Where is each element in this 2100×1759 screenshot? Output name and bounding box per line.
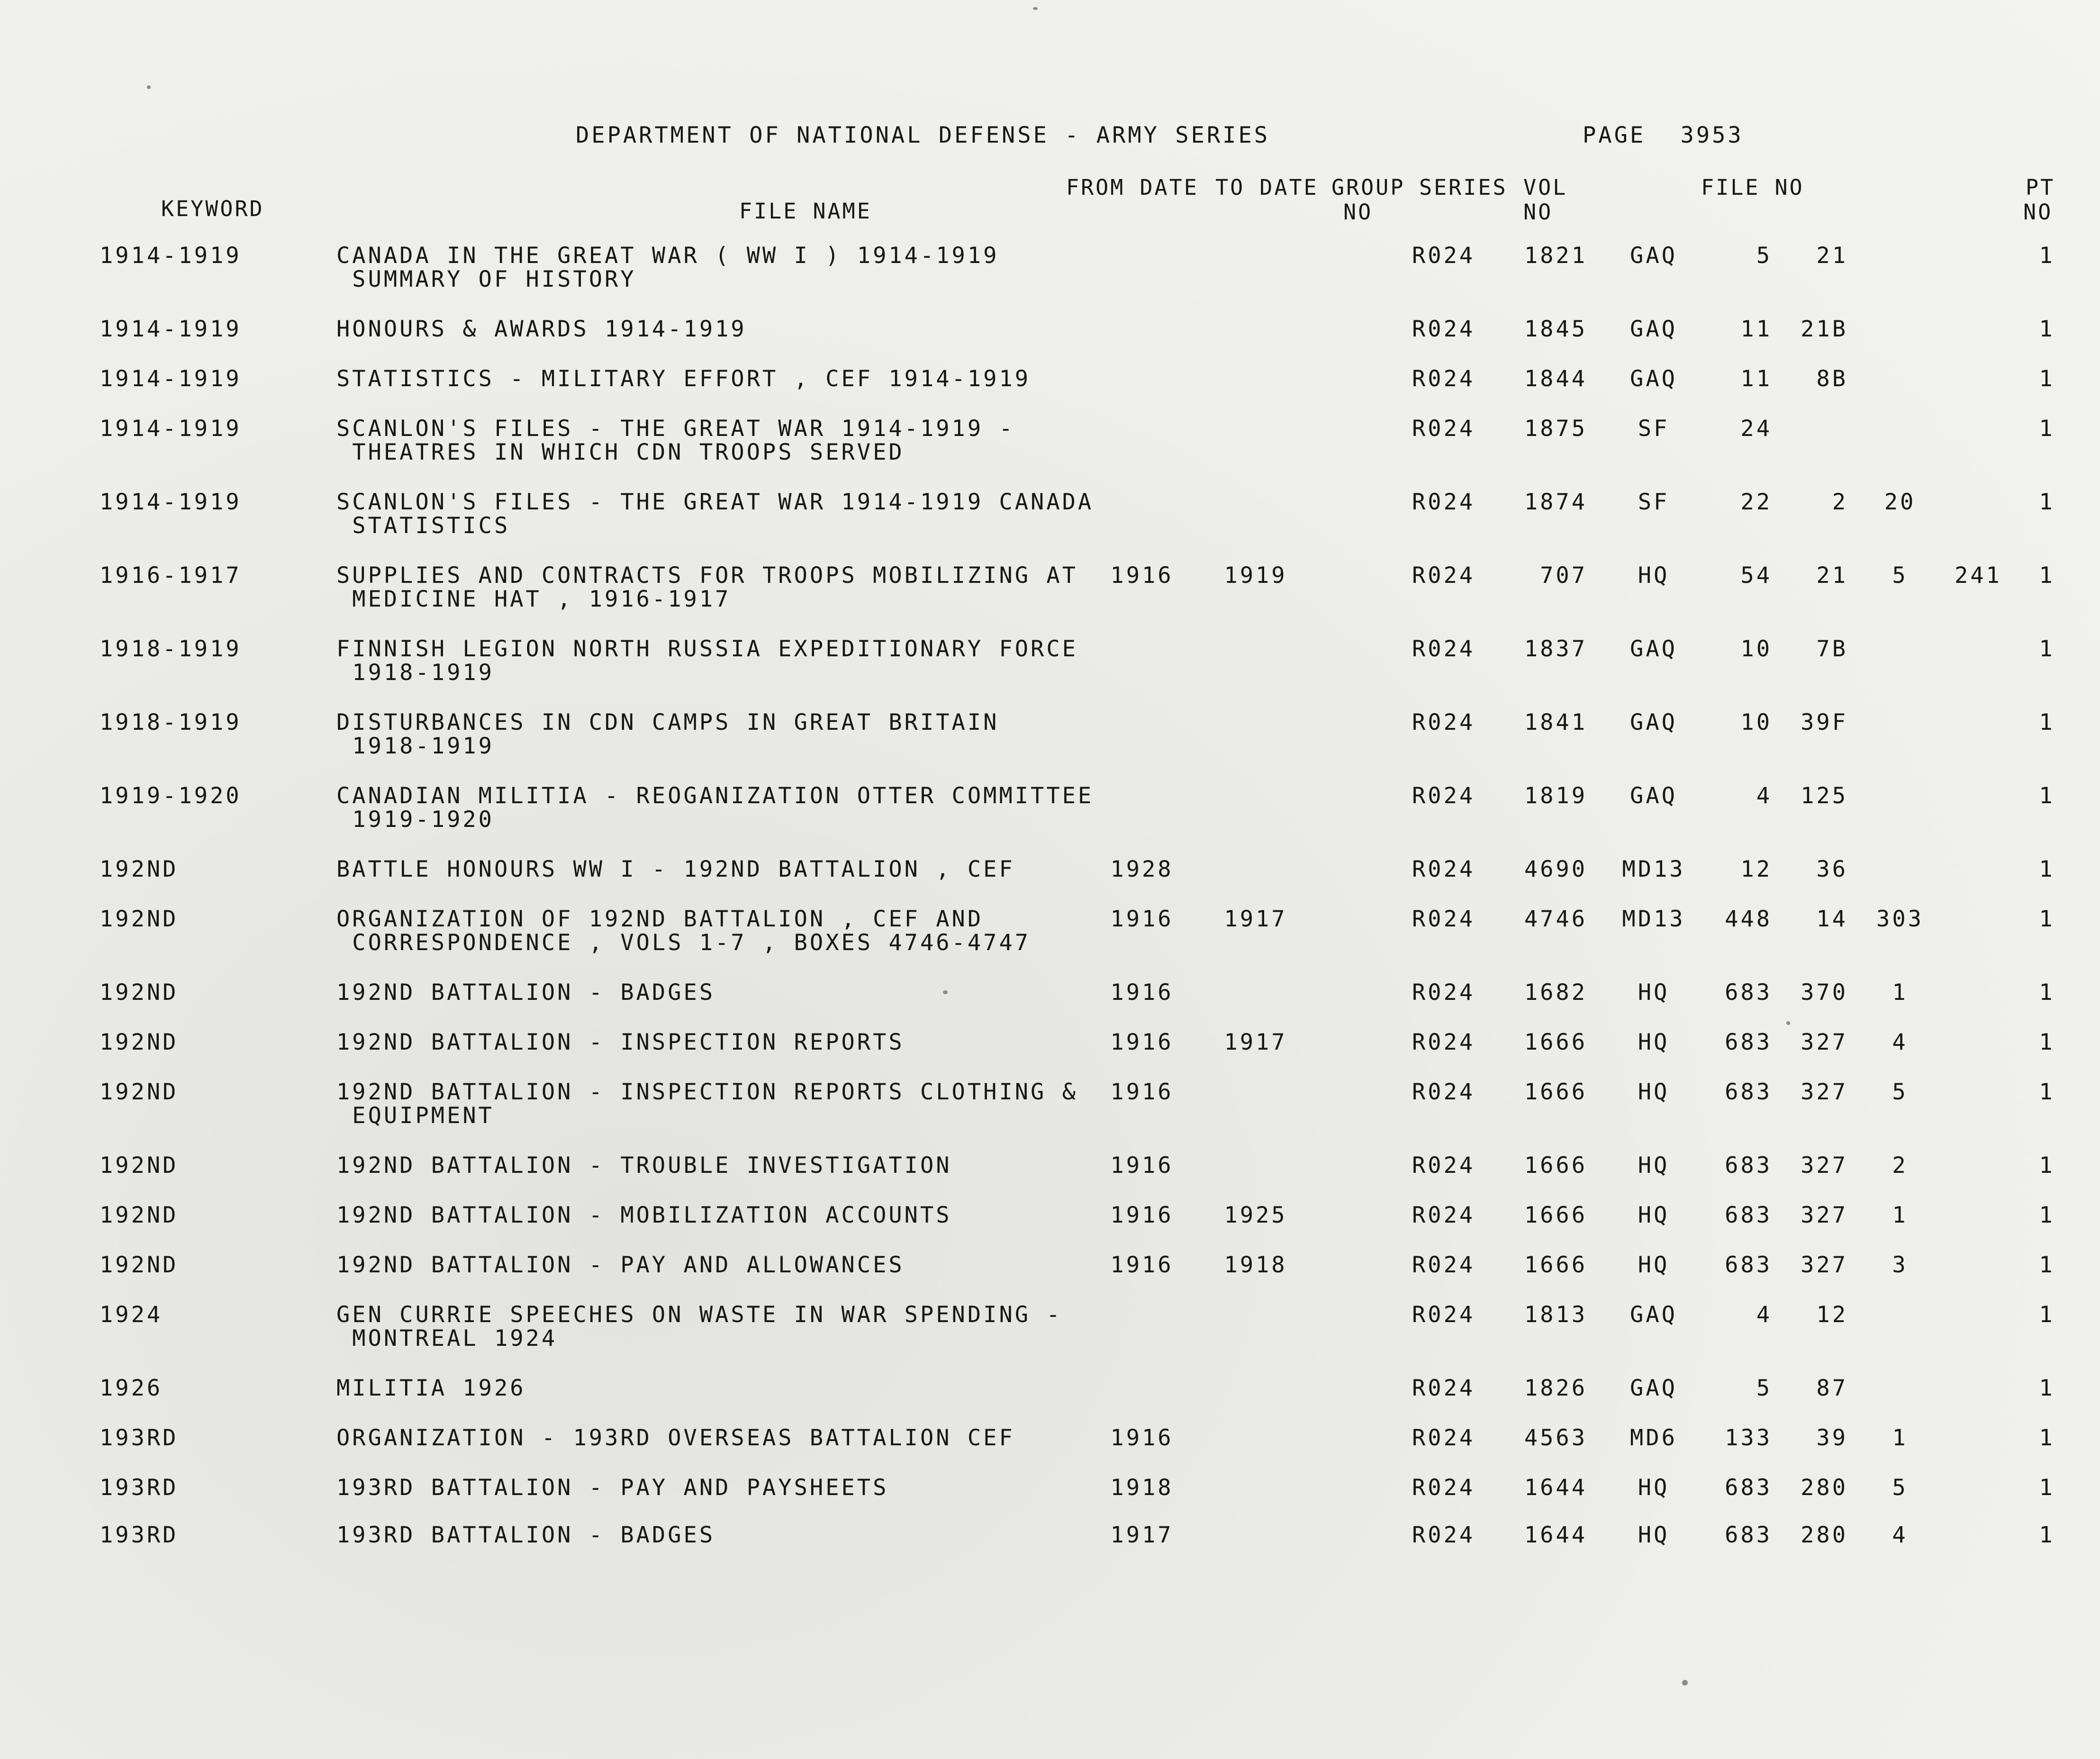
row-file-no-part2: 683 <box>1725 1079 1772 1105</box>
row-file-name-line1: CANADIAN MILITIA - REOGANIZATION OTTER COMMITTEE <box>336 783 1094 809</box>
row-file-name-line2: MEDICINE HAT , 1916-1917 <box>336 586 731 612</box>
row-file-name-line2: MONTREAL 1924 <box>336 1325 558 1351</box>
row-file-name <box>336 1377 526 1400</box>
row-series: R024 <box>1412 1302 1475 1328</box>
row-part-no: 1 <box>2039 1522 2055 1548</box>
row-keyword: 1914-1919 <box>100 489 242 515</box>
row-file-no-part1: HQ <box>1638 1079 1670 1105</box>
scan-speck <box>1682 1680 1688 1686</box>
row-file-no-part2: 5 <box>1756 243 1772 269</box>
row-file-no-part4: 4 <box>1892 1029 1908 1055</box>
row-part-no: 1 <box>2039 1152 2055 1179</box>
row-file-no-part3: 327 <box>1801 1202 1848 1228</box>
header-pt-no: NO <box>2023 199 2053 225</box>
scan-speck <box>1786 1021 1790 1025</box>
row-file-no-part2: 12 <box>1740 856 1772 882</box>
row-series: R024 <box>1412 1079 1475 1105</box>
row-file-name-line2: EQUIPMENT <box>336 1103 494 1129</box>
row-part-no: 1 <box>2039 1425 2055 1451</box>
row-volume-no: 1666 <box>1524 1029 1587 1055</box>
row-keyword: 1914-1919 <box>100 416 242 442</box>
row-volume-no: 1874 <box>1524 489 1587 515</box>
row-part-no: 1 <box>2039 562 2055 589</box>
row-series: R024 <box>1412 906 1475 932</box>
row-file-name <box>336 711 999 758</box>
row-keyword: 1926 <box>100 1375 163 1401</box>
row-file-no-part3: 14 <box>1816 906 1848 932</box>
row-file-no-part3: 12 <box>1816 1302 1848 1328</box>
row-part-no: 1 <box>2039 1202 2055 1228</box>
row-keyword: 192ND <box>100 1252 179 1278</box>
row-part-no: 1 <box>2039 1375 2055 1401</box>
row-file-no-part1: GAQ <box>1630 316 1677 342</box>
row-file-name-line1: SUPPLIES AND CONTRACTS FOR TROOPS MOBILIZING AT <box>336 562 1078 589</box>
row-keyword: 1916-1917 <box>100 562 242 589</box>
row-file-no-part2: 683 <box>1725 1252 1772 1278</box>
row-to-date: 1917 <box>1224 906 1287 932</box>
row-file-no-part1: HQ <box>1638 1202 1670 1228</box>
row-file-no-part1: GAQ <box>1630 366 1677 392</box>
row-series: R024 <box>1412 243 1475 269</box>
row-part-no: 1 <box>2039 489 2055 515</box>
row-file-name-line1: GEN CURRIE SPEECHES ON WASTE IN WAR SPENDING - <box>336 1302 1062 1328</box>
row-file-no-part3: 39 <box>1816 1425 1848 1451</box>
row-file-name-line1: 192ND BATTALION - INSPECTION REPORTS CLOTHING & <box>336 1079 1078 1105</box>
row-file-no-part3: 39F <box>1801 709 1848 735</box>
row-volume-no: 1666 <box>1524 1152 1587 1179</box>
row-file-name <box>336 244 999 291</box>
header-vol-no: NO <box>1523 199 1553 225</box>
row-file-no-part2: 683 <box>1725 1202 1772 1228</box>
scan-speck <box>1033 7 1038 10</box>
row-file-name-line2: STATISTICS <box>336 513 510 539</box>
row-from-date: 1916 <box>1110 562 1174 589</box>
header-group-no: NO <box>1343 199 1373 225</box>
row-part-no: 1 <box>2039 783 2055 809</box>
row-file-no-part3: 2 <box>1832 489 1848 515</box>
row-file-no-part4: 5 <box>1892 562 1908 589</box>
row-file-no-part3: 327 <box>1801 1152 1848 1179</box>
row-file-no-part2: 54 <box>1740 562 1772 589</box>
row-file-no-part4: 4 <box>1892 1522 1908 1548</box>
row-file-name <box>336 1476 888 1500</box>
row-volume-no: 1821 <box>1524 243 1587 269</box>
row-part-no: 1 <box>2039 1302 2055 1328</box>
header-to-date: TO DATE <box>1215 175 1319 200</box>
header-pt: PT <box>2026 175 2055 200</box>
row-file-name-line1: ORGANIZATION OF 192ND BATTALION , CEF AND <box>336 906 984 932</box>
row-file-no-part4: 3 <box>1892 1252 1908 1278</box>
row-volume-no: 1875 <box>1524 416 1587 442</box>
row-keyword: 192ND <box>100 979 179 1006</box>
row-series: R024 <box>1412 783 1475 809</box>
row-volume-no: 1644 <box>1524 1522 1587 1548</box>
row-series: R024 <box>1412 709 1475 735</box>
row-file-no-part1: SF <box>1638 489 1670 515</box>
row-volume-no: 1644 <box>1524 1475 1587 1501</box>
row-file-no-part1: GAQ <box>1630 1375 1677 1401</box>
row-file-no-part4: 2 <box>1892 1152 1908 1179</box>
row-volume-no: 1666 <box>1524 1202 1587 1228</box>
row-volume-no: 1666 <box>1524 1079 1587 1105</box>
row-file-no-part3: 21 <box>1816 243 1848 269</box>
row-to-date: 1925 <box>1224 1202 1287 1228</box>
row-volume-no: 1666 <box>1524 1252 1587 1278</box>
row-file-no-part2: 24 <box>1740 416 1772 442</box>
header-series: SERIES <box>1419 175 1508 200</box>
row-file-name-line1: FINNISH LEGION NORTH RUSSIA EXPEDITIONARY FORCE <box>336 636 1078 662</box>
row-volume-no: 4746 <box>1524 906 1587 932</box>
page-label: PAGE <box>1583 122 1646 148</box>
row-file-no-part1: HQ <box>1638 1252 1670 1278</box>
row-file-name-line2: 1919-1920 <box>336 807 494 833</box>
row-file-no-part5: 241 <box>1955 562 2002 589</box>
row-part-no: 1 <box>2039 366 2055 392</box>
row-keyword: 192ND <box>100 1079 179 1105</box>
row-to-date: 1917 <box>1224 1029 1287 1055</box>
row-file-name-line1: HONOURS & AWARDS 1914-1919 <box>336 316 747 342</box>
row-file-name-line1: 192ND BATTALION - MOBILIZATION ACCOUNTS <box>336 1202 952 1228</box>
row-series: R024 <box>1412 366 1475 392</box>
row-from-date: 1916 <box>1110 1202 1174 1228</box>
row-keyword: 193RD <box>100 1425 179 1451</box>
row-file-no-part1: MD13 <box>1622 906 1685 932</box>
row-volume-no: 4563 <box>1524 1425 1587 1451</box>
header-keyword: KEYWORD <box>161 196 264 221</box>
row-series: R024 <box>1412 1152 1475 1179</box>
row-file-no-part2: 683 <box>1725 1522 1772 1548</box>
table-row <box>0 1303 2100 1374</box>
row-series: R024 <box>1412 489 1475 515</box>
row-file-no-part2: 11 <box>1740 316 1772 342</box>
row-volume-no: 707 <box>1540 562 1587 589</box>
row-file-no-part2: 448 <box>1725 906 1772 932</box>
row-file-name-line1: 193RD BATTALION - BADGES <box>336 1522 715 1548</box>
table-row <box>0 490 2100 562</box>
row-file-no-part3: 36 <box>1816 856 1848 882</box>
row-file-name <box>336 564 1078 611</box>
row-part-no: 1 <box>2039 1079 2055 1105</box>
row-file-no-part2: 22 <box>1740 489 1772 515</box>
row-series: R024 <box>1412 856 1475 882</box>
row-file-name <box>336 367 1031 391</box>
row-file-name-line1: SCANLON'S FILES - THE GREAT WAR 1914-1919 CANADA <box>336 489 1094 515</box>
row-volume-no: 4690 <box>1524 856 1587 882</box>
row-series: R024 <box>1412 1202 1475 1228</box>
row-file-name-line2: 1918-1919 <box>336 733 494 759</box>
row-file-name-line2: THEATRES IN WHICH CDN TROOPS SERVED <box>336 439 905 465</box>
row-series: R024 <box>1412 1522 1475 1548</box>
page-number-label <box>1583 122 1744 148</box>
row-file-name <box>336 981 715 1005</box>
row-file-no-part2: 683 <box>1725 1029 1772 1055</box>
row-keyword: 192ND <box>100 856 179 882</box>
row-series: R024 <box>1412 636 1475 662</box>
row-from-date: 1916 <box>1110 1029 1174 1055</box>
row-file-name <box>336 637 1078 685</box>
row-file-name-line2: CORRESPONDENCE , VOLS 1-7 , BOXES 4746-4747 <box>336 930 1031 956</box>
scan-speck <box>943 990 948 994</box>
header-group: GROUP <box>1331 175 1405 200</box>
page-number: 3953 <box>1680 122 1744 148</box>
row-file-name <box>336 907 1031 955</box>
row-series: R024 <box>1412 1029 1475 1055</box>
row-volume-no: 1826 <box>1524 1375 1587 1401</box>
row-file-no-part4: 20 <box>1884 489 1916 515</box>
row-part-no: 1 <box>2039 1252 2055 1278</box>
row-keyword: 192ND <box>100 1152 179 1179</box>
row-part-no: 1 <box>2039 316 2055 342</box>
row-file-no-part3: 327 <box>1801 1252 1848 1278</box>
row-part-no: 1 <box>2039 1475 2055 1501</box>
row-file-no-part1: HQ <box>1638 1475 1670 1501</box>
row-file-no-part3: 370 <box>1801 979 1848 1006</box>
header-from-date: FROM DATE <box>1066 175 1199 200</box>
row-keyword: 1914-1919 <box>100 366 242 392</box>
row-keyword: 1914-1919 <box>100 243 242 269</box>
row-file-name <box>336 1523 715 1547</box>
row-file-no-part3: 8B <box>1816 366 1848 392</box>
row-volume-no: 1819 <box>1524 783 1587 809</box>
row-file-no-part1: MD6 <box>1630 1425 1677 1451</box>
row-from-date: 1928 <box>1110 856 1174 882</box>
row-volume-no: 1841 <box>1524 709 1587 735</box>
row-from-date: 1916 <box>1110 906 1174 932</box>
row-file-no-part1: HQ <box>1638 1522 1670 1548</box>
row-keyword: 1924 <box>100 1302 163 1328</box>
row-file-no-part3: 21B <box>1801 316 1848 342</box>
row-series: R024 <box>1412 1252 1475 1278</box>
row-file-no-part4: 1 <box>1892 979 1908 1006</box>
row-from-date: 1916 <box>1110 1079 1174 1105</box>
row-part-no: 1 <box>2039 906 2055 932</box>
row-file-no-part1: SF <box>1638 416 1670 442</box>
row-file-no-part1: GAQ <box>1630 783 1677 809</box>
table-row <box>0 1080 2100 1152</box>
row-series: R024 <box>1412 979 1475 1006</box>
row-file-name-line1: 192ND BATTALION - INSPECTION REPORTS <box>336 1029 905 1055</box>
row-file-name <box>336 858 1015 881</box>
table-row <box>0 417 2100 488</box>
table-row <box>0 637 2100 708</box>
row-file-no-part4: 303 <box>1876 906 1924 932</box>
table-row <box>0 564 2100 635</box>
row-from-date: 1917 <box>1110 1522 1174 1548</box>
row-file-no-part1: GAQ <box>1630 1302 1677 1328</box>
row-file-no-part3: 327 <box>1801 1079 1848 1105</box>
table-row <box>0 244 2100 315</box>
row-file-no-part1: HQ <box>1638 979 1670 1006</box>
row-from-date: 1916 <box>1110 979 1174 1006</box>
row-file-no-part2: 10 <box>1740 636 1772 662</box>
header-vol: VOL <box>1523 175 1568 200</box>
row-file-name-line1: 192ND BATTALION - PAY AND ALLOWANCES <box>336 1252 905 1278</box>
row-file-name-line1: BATTLE HONOURS WW I - 192ND BATTALION , CEF <box>336 856 1015 882</box>
row-file-name-line1: 192ND BATTALION - TROUBLE INVESTIGATION <box>336 1152 952 1179</box>
row-file-no-part2: 683 <box>1725 1152 1772 1179</box>
row-file-name <box>336 1204 952 1227</box>
row-keyword: 1919-1920 <box>100 783 242 809</box>
row-file-no-part3: 21 <box>1816 562 1848 589</box>
row-part-no: 1 <box>2039 709 2055 735</box>
row-file-name-line1: MILITIA 1926 <box>336 1375 526 1401</box>
row-file-no-part1: MD13 <box>1622 856 1685 882</box>
row-file-no-part2: 5 <box>1756 1375 1772 1401</box>
row-volume-no: 1682 <box>1524 979 1587 1006</box>
row-file-name <box>336 1031 905 1054</box>
row-file-no-part3: 327 <box>1801 1029 1848 1055</box>
row-file-no-part2: 683 <box>1725 1475 1772 1501</box>
row-file-no-part3: 280 <box>1801 1475 1848 1501</box>
row-volume-no: 1844 <box>1524 366 1587 392</box>
row-file-no-part2: 11 <box>1740 366 1772 392</box>
row-part-no: 1 <box>2039 979 2055 1006</box>
row-file-no-part1: HQ <box>1638 1152 1670 1179</box>
row-from-date: 1916 <box>1110 1152 1174 1179</box>
table-row <box>0 907 2100 979</box>
row-series: R024 <box>1412 316 1475 342</box>
row-file-no-part2: 133 <box>1725 1425 1772 1451</box>
row-series: R024 <box>1412 1475 1475 1501</box>
row-file-name-line1: 192ND BATTALION - BADGES <box>336 979 715 1006</box>
row-file-name <box>336 1080 1078 1128</box>
row-file-name <box>336 1303 1062 1351</box>
header-file-name: FILE NAME <box>739 199 872 224</box>
row-file-name-line1: SCANLON'S FILES - THE GREAT WAR 1914-1919 - <box>336 416 1015 442</box>
table-row <box>0 711 2100 782</box>
row-file-name-line2: SUMMARY OF HISTORY <box>336 266 636 292</box>
row-file-name <box>336 784 1094 832</box>
row-part-no: 1 <box>2039 243 2055 269</box>
row-from-date: 1916 <box>1110 1425 1174 1451</box>
row-file-name <box>336 490 1094 538</box>
scan-speck <box>147 85 151 89</box>
row-file-no-part3: 87 <box>1816 1375 1848 1401</box>
row-keyword: 193RD <box>100 1475 179 1501</box>
row-file-no-part1: GAQ <box>1630 243 1677 269</box>
row-to-date: 1919 <box>1224 562 1287 589</box>
row-part-no: 1 <box>2039 636 2055 662</box>
row-keyword: 1918-1919 <box>100 636 242 662</box>
row-file-name <box>336 417 1015 464</box>
row-file-no-part3: 125 <box>1801 783 1848 809</box>
row-series: R024 <box>1412 416 1475 442</box>
row-volume-no: 1813 <box>1524 1302 1587 1328</box>
row-file-name-line2: 1918-1919 <box>336 660 494 686</box>
row-file-no-part4: 5 <box>1892 1079 1908 1105</box>
table-row <box>0 784 2100 855</box>
row-file-no-part2: 10 <box>1740 709 1772 735</box>
row-series: R024 <box>1412 562 1475 589</box>
row-file-name-line1: CANADA IN THE GREAT WAR ( WW I ) 1914-1919 <box>336 243 999 269</box>
row-file-no-part2: 4 <box>1756 783 1772 809</box>
row-file-no-part1: HQ <box>1638 562 1670 589</box>
row-file-name-line1: DISTURBANCES IN CDN CAMPS IN GREAT BRITAIN <box>336 709 999 735</box>
row-file-no-part3: 280 <box>1801 1522 1848 1548</box>
row-from-date: 1918 <box>1110 1475 1174 1501</box>
row-part-no: 1 <box>2039 1029 2055 1055</box>
row-keyword: 193RD <box>100 1522 179 1548</box>
row-file-no-part3: 7B <box>1816 636 1848 662</box>
row-file-no-part2: 4 <box>1756 1302 1772 1328</box>
row-file-no-part1: GAQ <box>1630 636 1677 662</box>
row-series: R024 <box>1412 1375 1475 1401</box>
row-file-name-line1: STATISTICS - MILITARY EFFORT , CEF 1914-1919 <box>336 366 1031 392</box>
row-file-no-part2: 683 <box>1725 979 1772 1006</box>
row-volume-no: 1837 <box>1524 636 1587 662</box>
document-title: DEPARTMENT OF NATIONAL DEFENSE - ARMY SERIES <box>576 122 1270 148</box>
row-keyword: 1918-1919 <box>100 709 242 735</box>
row-keyword: 192ND <box>100 1202 179 1228</box>
table-row <box>0 1523 2100 1595</box>
row-keyword: 1914-1919 <box>100 316 242 342</box>
row-file-no-part4: 5 <box>1892 1475 1908 1501</box>
row-part-no: 1 <box>2039 416 2055 442</box>
row-file-no-part4: 1 <box>1892 1425 1908 1451</box>
row-file-name <box>336 317 747 341</box>
row-file-name-line1: 193RD BATTALION - PAY AND PAYSHEETS <box>336 1475 889 1501</box>
row-file-name-line1: ORGANIZATION - 193RD OVERSEAS BATTALION CEF <box>336 1425 1015 1451</box>
row-to-date: 1918 <box>1224 1252 1287 1278</box>
row-keyword: 192ND <box>100 1029 179 1055</box>
row-part-no: 1 <box>2039 856 2055 882</box>
row-from-date: 1916 <box>1110 1252 1174 1278</box>
row-series: R024 <box>1412 1425 1475 1451</box>
row-file-no-part1: HQ <box>1638 1029 1670 1055</box>
row-volume-no: 1845 <box>1524 316 1587 342</box>
row-keyword: 192ND <box>100 906 179 932</box>
header-file-no: FILE NO <box>1701 175 1804 200</box>
row-file-name <box>336 1253 905 1277</box>
row-file-name <box>336 1426 1015 1450</box>
row-file-name <box>336 1154 952 1178</box>
row-file-no-part4: 1 <box>1892 1202 1908 1228</box>
row-file-no-part1: GAQ <box>1630 709 1677 735</box>
